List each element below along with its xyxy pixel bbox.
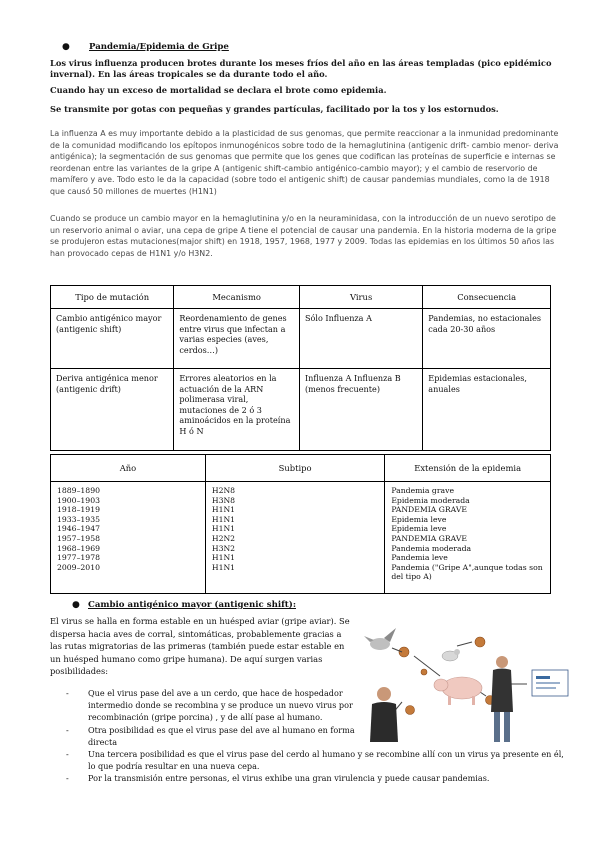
subtype-value: H1N1 — [211, 524, 236, 534]
section-heading-antigenic-shift: Cambio antigénico mayor (antigenic shift): — [88, 600, 296, 610]
table-header: Extensión de la epidemia — [385, 455, 551, 482]
table-row — [51, 369, 551, 451]
table-cell: Epidemias estacionales, anuales — [423, 369, 551, 451]
table-header: Virus — [299, 286, 422, 309]
dash-marker: - — [66, 749, 69, 760]
subtype-value: H2N2 — [211, 533, 236, 543]
table-row — [51, 309, 551, 369]
table-header-row — [51, 455, 551, 482]
table-row — [51, 482, 551, 594]
table-header: Año — [51, 455, 206, 482]
year-value: 1900–1903 — [57, 495, 100, 505]
subtype-value: H3N2 — [211, 543, 236, 553]
paragraph-epidemic-definition: Cuando hay un exceso de mortalidad se declara el brote como epidemia. — [50, 85, 387, 95]
year-value: 1933–1935 — [57, 514, 100, 524]
extent-value: Epidemia leve — [391, 524, 447, 534]
extent-value: Epidemia leve — [391, 514, 447, 524]
list-item-text: Otra posibilidad es que el virus pase del ave al humano en forma directa — [88, 724, 355, 747]
extent-value: PANDEMIA GRAVE — [391, 533, 467, 543]
bird-icon — [364, 628, 396, 650]
diagram-box-icon — [532, 670, 568, 696]
section-heading-pandemia: Pandemia/Epidemia de Gripe — [89, 42, 229, 52]
extent-value: Pandemia leve — [391, 553, 448, 563]
table-cell: Cambio antigénico mayor (antigenic shift) — [51, 309, 174, 369]
table-cell: Deriva antigénica menor (antigenic drift) — [51, 369, 174, 451]
year-value: 1918–1919 — [57, 505, 100, 515]
list-item — [66, 772, 566, 784]
bullet-icon: ● — [62, 42, 70, 52]
table-header: Consecuencia — [423, 286, 551, 309]
paragraph-transmission: Se transmite por gotas con pequeñas y grandes partículas, facilitado por la tos y los estornudos. — [50, 104, 499, 114]
transmission-illustration — [362, 622, 572, 752]
table-header: Mecanismo — [174, 286, 300, 309]
paragraph-seasonality: Los virus influenza producen brotes durante los meses fríos del año en las áreas templadas (pico epidémico invernal). En las áreas tropicales se da durante todo el año. — [50, 58, 552, 80]
paragraph-influenza-a-plasticity: La influenza A es muy importante debido a la plasticidad de sus genomas, que permite reaccionar a la inmunidad predominante de la comunidad modificando los epítopos inmunogénicos sobre todo de la hemaglutinina (antigenic drift- cambio menor- deriva antigénica); la segmentación de sus genomas que permite que los genes que codifican las proteínas de superficie e internas se reordenan entre las variantes de la gripe A (antigenic shift-cambio antigénico-cambio mayor); y el cambio de reservorio de mamífero y ave. Todo esto le da la capacidad (sobre todo el antigenic shift) de causar pandemias mundiales, como la de 1918 que causó 50 millones de muertes (H1N1) — [50, 129, 559, 196]
extent-column — [385, 482, 551, 594]
mutation-table — [50, 285, 551, 451]
table-header-row — [51, 286, 551, 309]
table-cell: Errores aleatorios en la actuación de la ARN polimerasa viral, mutaciones de 2 ó 3 aminoácidos en la proteína H ó N — [174, 369, 300, 451]
subtype-value: H3N8 — [211, 495, 236, 505]
dash-marker: - — [66, 773, 69, 784]
list-item-text: Que el virus pase del ave a un cerdo, que hace de hospedador intermedio donde se recombina y se produce un nuevo virus por recombinación (gripe porcina) , y de allí pase al humano. — [88, 688, 353, 723]
subtype-value: H1N1 — [211, 553, 236, 563]
year-value: 1957–1958 — [57, 533, 100, 543]
person-icon — [370, 687, 398, 742]
year-value: 1968–1969 — [57, 543, 100, 553]
epidemic-history-table — [50, 454, 551, 594]
table-header: Tipo de mutación — [51, 286, 174, 309]
table-header: Subtipo — [205, 455, 384, 482]
subtype-value: H1N1 — [211, 562, 236, 572]
year-value: 1977–1978 — [57, 553, 100, 563]
subtypes-column — [205, 482, 384, 594]
subtype-value: H1N1 — [211, 505, 236, 515]
table-cell: Reordenamiento de genes entre virus que infectan a varias especies (aves, cerdos…) — [174, 309, 300, 369]
paragraph-shift-intro: El virus se halla en forma estable en un huésped aviar (gripe aviar). Se dispersa hacia aves de corral, sintomáticas, probablemente gracias a las rutas migratorias de las primeras (también puede estar estable en un huésped humano como gripe humana). De aquí surgen varias posibilidades: — [50, 616, 350, 677]
year-value: 2009–2010 — [57, 562, 100, 572]
extent-value: PANDEMIA GRAVE — [391, 505, 467, 515]
dash-marker: - — [66, 688, 69, 698]
subtype-value: H1N1 — [211, 514, 236, 524]
table-cell: Sólo Influenza A — [299, 309, 422, 369]
extent-value: Epidemia moderada — [391, 495, 470, 505]
person-icon — [491, 656, 513, 742]
extent-value: Pandemia ("Gripe A",aunque todas son del tipo A) — [391, 562, 543, 582]
year-value: 1946–1947 — [57, 524, 100, 534]
table-cell: Pandemias, no estacionales cada 20-30 años — [423, 309, 551, 369]
list-item-text: Por la transmisión entre personas, el virus exhibe una gran virulencia y puede causar pandemias. — [88, 773, 490, 784]
list-item-text: Una tercera posibilidad es que el virus pase del cerdo al humano y se recombine allí con un virus ya presente en él, lo que podría resultar en una nueva cepa. — [88, 749, 564, 772]
pig-icon — [434, 677, 482, 705]
dash-marker: - — [66, 724, 69, 735]
extent-value: Pandemia moderada — [391, 543, 472, 553]
table-cell: Influenza A Influenza B (menos frecuente) — [299, 369, 422, 451]
bird-icon — [442, 649, 460, 661]
subtype-value: H2N8 — [211, 486, 236, 495]
bullet-icon: ● — [72, 600, 80, 610]
extent-value: Pandemia grave — [391, 486, 454, 495]
years-column — [51, 482, 206, 594]
year-value: 1889–1890 — [57, 486, 100, 495]
paragraph-major-shift-history: Cuando se produce un cambio mayor en la hemaglutinina y/o en la neuraminidasa, con la introducción de un nuevo serotipo de un reservorio animal o aviar, una cepa de gripe A tiene el potencial de causar una pandemia. En la historia moderna de la gripe se produjeron estas mutaciones(major shift) en 1918, 1957, 1968, 1977 y 2009. Todas las epidemias en los últimos 50 años las han provocado cepas de H1N1 y/o H3N2. — [50, 214, 557, 258]
virus-particles-icon — [399, 637, 495, 715]
